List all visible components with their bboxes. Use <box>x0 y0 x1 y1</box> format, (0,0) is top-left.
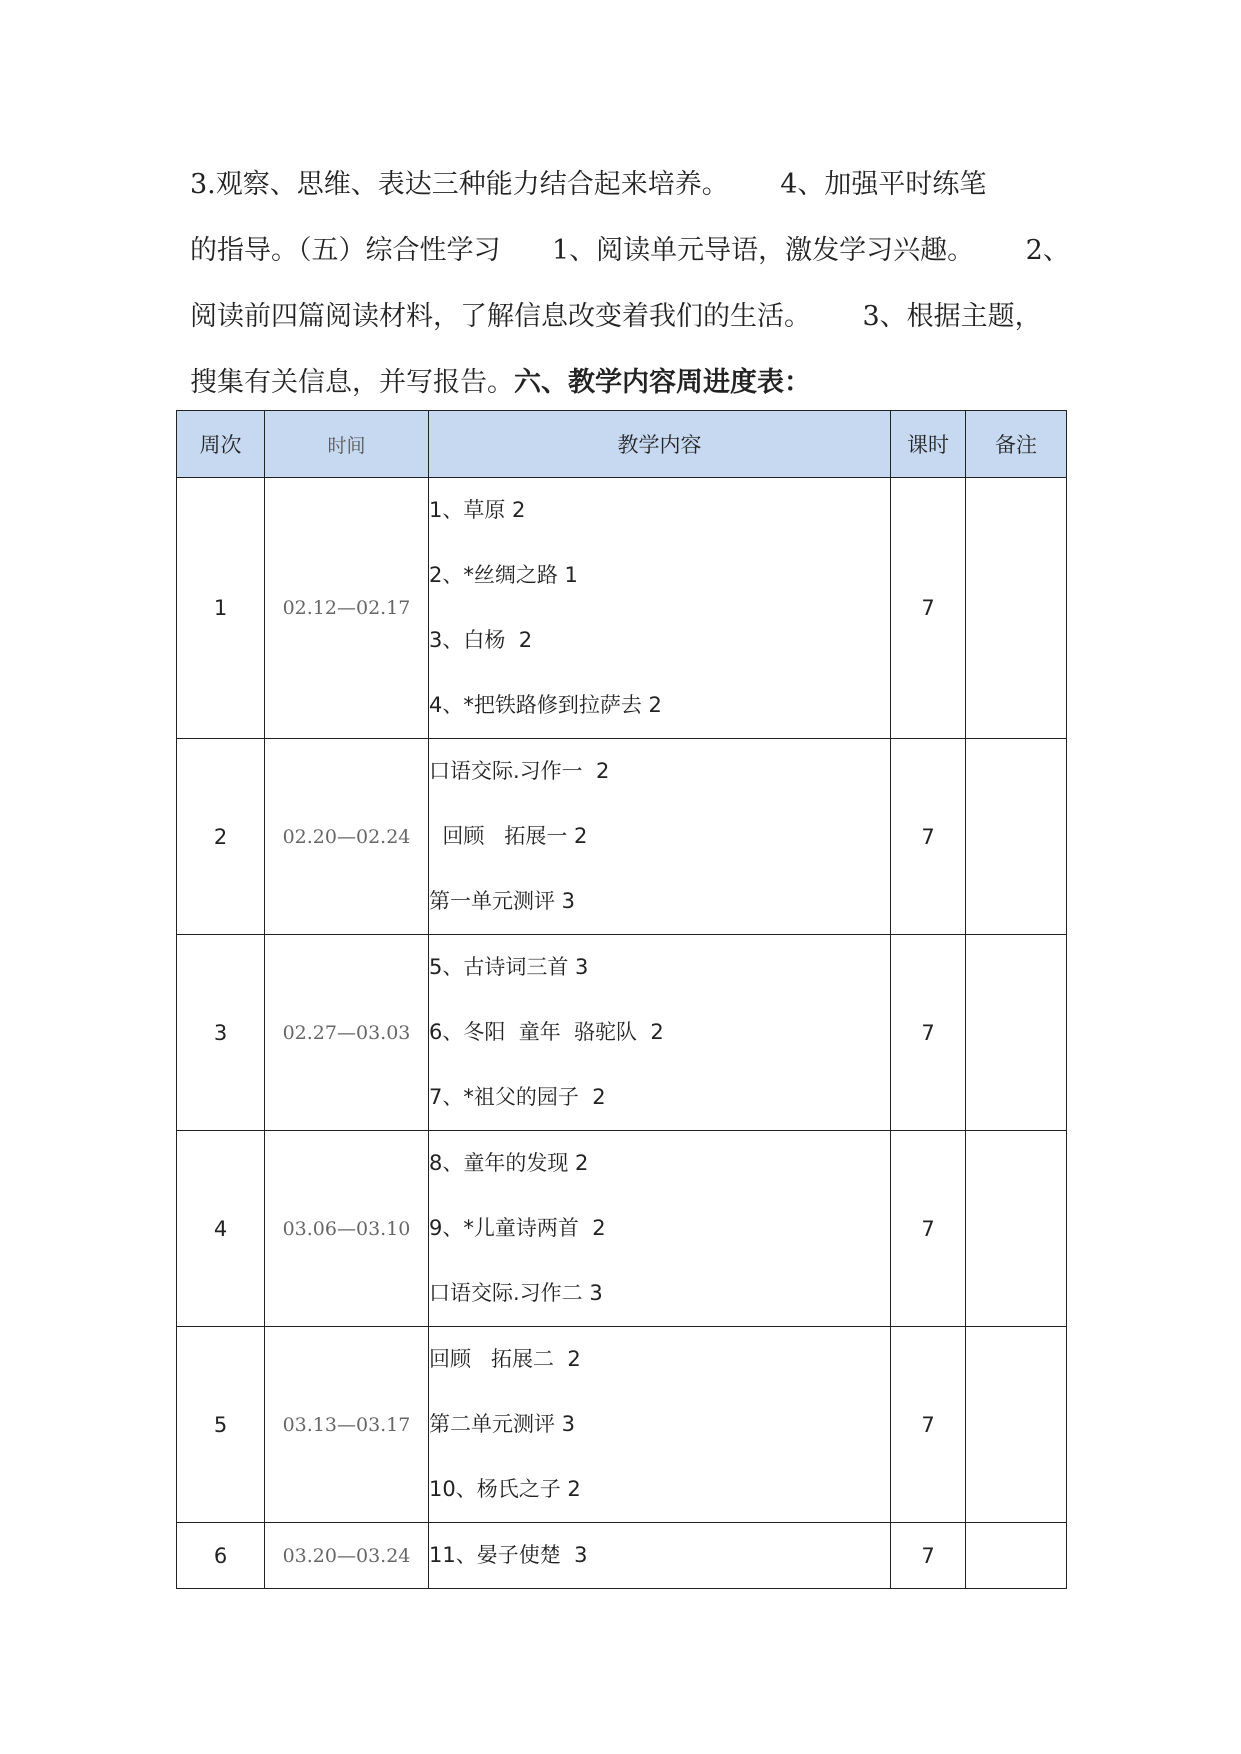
content-cell <box>429 739 891 935</box>
time-cell: 02.20—02.24 <box>265 739 429 935</box>
intro-line: 阅读前四篇阅读材料，了解信息改变着我们的生活。 3、根据主题， <box>190 301 1042 332</box>
hours-cell: 7 <box>891 739 966 935</box>
time-cell: 03.13—03.17 <box>265 1327 429 1523</box>
content-item: 11、晏子使楚 3 <box>429 1543 588 1567</box>
content-item: 第二单元测评 3 <box>429 1412 576 1436</box>
content-item: 7、*祖父的园子 2 <box>429 1085 606 1109</box>
note-cell <box>966 1523 1067 1589</box>
hours-cell: 7 <box>891 1327 966 1523</box>
header-hours: 课时 <box>891 411 966 478</box>
table-header-row <box>177 411 1067 478</box>
table-row <box>177 935 1067 1131</box>
week-cell: 3 <box>177 935 265 1131</box>
content-cell <box>429 1523 891 1589</box>
header-content: 教学内容 <box>429 411 891 478</box>
content-item: 口语交际.习作一 2 <box>429 759 610 783</box>
intro-line: 的指导。（五）综合性学习 1、阅读单元导语，激发学习兴趣。 2、 <box>190 235 1070 266</box>
time-cell: 03.06—03.10 <box>265 1131 429 1327</box>
header-note: 备注 <box>966 411 1067 478</box>
table-row <box>177 1131 1067 1327</box>
table-row <box>177 1327 1067 1523</box>
table-row <box>177 739 1067 935</box>
content-item: 口语交际.习作二 3 <box>429 1281 603 1305</box>
note-cell <box>966 935 1067 1131</box>
header-week: 周次 <box>177 411 265 478</box>
content-item: 4、*把铁路修到拉萨去 2 <box>429 693 662 717</box>
note-cell <box>966 478 1067 739</box>
content-cell <box>429 935 891 1131</box>
intro-paragraph <box>190 152 1090 416</box>
content-item: 3、白杨 2 <box>429 628 533 652</box>
content-item: 9、*儿童诗两首 2 <box>429 1216 606 1240</box>
intro-line-last <box>190 350 1090 416</box>
note-cell <box>966 1327 1067 1523</box>
content-item: 第一单元测评 3 <box>429 889 576 913</box>
hours-cell: 7 <box>891 1523 966 1589</box>
note-cell <box>966 739 1067 935</box>
content-item: 6、冬阳 童年 骆驼队 2 <box>429 1020 664 1044</box>
content-item: 1、草原 2 <box>429 498 526 522</box>
content-item: 8、童年的发现 2 <box>429 1151 589 1175</box>
week-cell: 4 <box>177 1131 265 1327</box>
note-cell <box>966 1131 1067 1327</box>
section-heading: 六、教学内容周进度表： <box>514 367 811 398</box>
hours-cell: 7 <box>891 935 966 1131</box>
weekly-schedule-table <box>176 410 1067 1589</box>
header-time: 时间 <box>265 411 429 478</box>
time-cell: 02.12—02.17 <box>265 478 429 739</box>
hours-cell: 7 <box>891 1131 966 1327</box>
table-row <box>177 478 1067 739</box>
hours-cell: 7 <box>891 478 966 739</box>
content-item: 10、杨氏之子 2 <box>429 1477 581 1501</box>
content-item: 2、*丝绸之路 1 <box>429 563 578 587</box>
week-cell: 6 <box>177 1523 265 1589</box>
intro-line: 3.观察、思维、表达三种能力结合起来培养。 4、加强平时练笔 <box>190 169 987 200</box>
intro-line-text: 搜集有关信息，并写报告。 <box>190 367 514 398</box>
content-cell <box>429 1327 891 1523</box>
content-item: 回顾 拓展二 2 <box>429 1347 581 1371</box>
content-item: 5、古诗词三首 3 <box>429 955 589 979</box>
table-row <box>177 1523 1067 1589</box>
time-cell: 02.27—03.03 <box>265 935 429 1131</box>
content-item: 回顾 拓展一 2 <box>429 824 588 848</box>
week-cell: 1 <box>177 478 265 739</box>
content-cell <box>429 1131 891 1327</box>
week-cell: 5 <box>177 1327 265 1523</box>
time-cell: 03.20—03.24 <box>265 1523 429 1589</box>
content-cell <box>429 478 891 739</box>
week-cell: 2 <box>177 739 265 935</box>
